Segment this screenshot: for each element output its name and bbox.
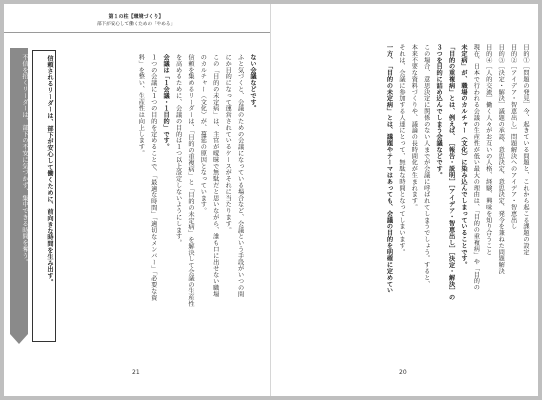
sidebar-text: 不信を招くリーダーは、部下の不安に気づかず、集中できる時間を奪う。 (21, 54, 28, 266)
key-point-box (32, 50, 56, 342)
page-number: 21 (132, 369, 140, 376)
chapter-subtitle: 部下が安心して働くための「やめる」 (96, 22, 176, 27)
text-column: 現在、日本で行われる会議の生産性が低い最大の理由は、「目的の重複病」や「目的の (472, 44, 480, 291)
text-column: 料」を整い、生産性は向上します。 (137, 54, 145, 157)
header-rule (4, 32, 270, 33)
text-column: 一方、「目的の未定病」とは、議題やテーマはあっても、会議の目的を明確に定めてい (385, 44, 393, 294)
text-column: この「目的の未定病」は、主官が曖昧で無駄だと思いながら、誰も口に出せない職場 (211, 54, 219, 298)
text-column: ふと気づくと、会議のための会議になっている場合など、会議という手段がいつの間 (236, 54, 244, 298)
text-column: 目的②［アイデア・智恵出し］問題解決へのアイデア・智恵出し (509, 44, 517, 230)
text-column: ない会議などです。 (249, 54, 256, 112)
page-number: 20 (399, 369, 407, 376)
sidebar-arrow (10, 334, 28, 344)
text-column: を高めるために、会議の目的は１つ以上設定しないようにします。 (174, 54, 182, 246)
right-body-text (277, 44, 531, 358)
text-column: 未定病」が、職場のカルチャー（文化）に染み込んでしまっていることです。 (459, 44, 467, 268)
text-column: 目的④［人的交流］働く人々がお互いの人格、経験、興味を知り合うこと (484, 44, 492, 256)
text-column: ３つを目的に詰め込んでしまう会議などです。 (435, 44, 443, 179)
text-column: 本来不要な資料づくりや、議論の長時間化が生まれます。 (410, 44, 418, 211)
page-header (66, 14, 206, 28)
left-page (4, 4, 271, 396)
text-column: 信頼を集めるリーダーは、「目的の重複病」と「目的の未定病」を解決して会議の生産性 (186, 54, 194, 307)
text-column: にか目的になって運営されているケースがそれに当たります。 (224, 54, 232, 234)
text-column: 「目的の重複病」とは、例えば、［報告・説明］［アイデア・智恵出し］［決定・解決］の (447, 44, 455, 301)
text-column: のカルチャー（文化）が、蔓延の原因となっています。 (199, 54, 207, 214)
chapter-title: 第１の柱【環境づくり】 (108, 14, 164, 20)
text-column: この場合、意思決定に関係のない人までが会議に呼ばれてしまうでしょう。すると、 (422, 44, 430, 288)
text-column: １つの会議に１つの目的を定めることで、「最適な時間」「適切なメンバー」「必要な資 (149, 54, 157, 301)
book-spread (4, 4, 538, 396)
sidebar-banner (10, 48, 28, 334)
left-body-text (80, 54, 258, 354)
text-column: それは、会議に参加する人達にとって、無駄な時間となってしまいます。 (397, 44, 405, 256)
text-column: 会議は「１会議・１目的」です。 (162, 54, 170, 150)
key-point-text: 信頼されるリーダーは、部下が安心して働くために、前向きな時間を生み出す。 (46, 55, 53, 286)
text-column: 目的①［問題の発見］今、起きている問題と、これから起こる課題の設定 (522, 44, 529, 256)
text-column: 目的③［決定・解決］議題の承認、意思決定、意思決定、発令を兼ねた問題解決 (497, 44, 505, 275)
right-page (271, 4, 537, 396)
